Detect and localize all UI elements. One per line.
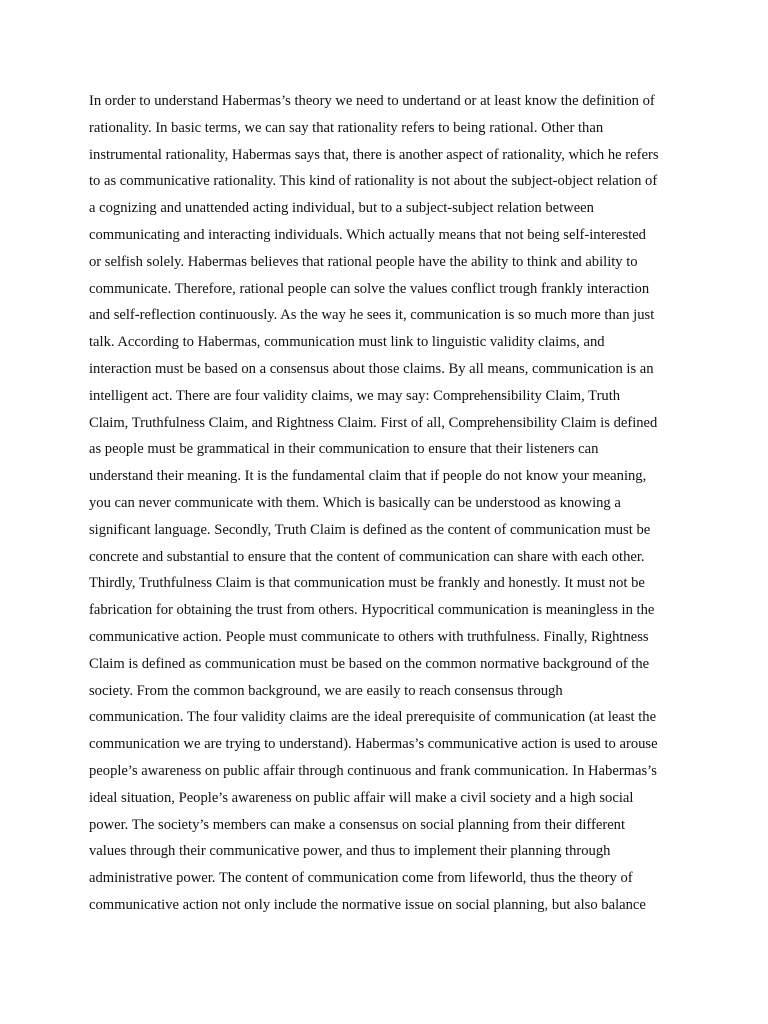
text-line: you can never communicate with them. Which is basically can be understood as knowing a [89, 494, 621, 511]
text-line: communication we are trying to understand). Habermas’s communicative action is used to arouse [89, 736, 658, 753]
text-line: to as communicative rationality. This kind of rationality is not about the subject-object relation of [89, 173, 658, 190]
text-line: communicate. Therefore, rational people can solve the values conflict trough frankly interaction [89, 280, 650, 297]
text-line: significant language. Secondly, Truth Claim is defined as the content of communication must be [89, 521, 651, 538]
text-line: Claim, Truthfulness Claim, and Rightness Claim. First of all, Comprehensibility Claim is defined [89, 414, 658, 431]
text-line: people’s awareness on public affair through continuous and frank communication. In Habermas’s [89, 762, 657, 779]
text-line: interaction must be based on a consensus about those claims. By all means, communication is an [89, 360, 654, 377]
text-line: rationality. In basic terms, we can say that rationality refers to being rational. Other than [89, 119, 604, 136]
text-line: communication. The four validity claims are the ideal prerequisite of communication (at least the [89, 709, 657, 726]
text-line: fabrication for obtaining the trust from others. Hypocritical communication is meaningless in the [89, 602, 655, 619]
text-line: or selfish solely. Habermas believes that rational people have the ability to think and ability to [89, 253, 638, 270]
text-line: administrative power. The content of communication come from lifeworld, thus the theory of [89, 870, 633, 887]
text-line: Claim is defined as communication must be based on the common normative background of the [89, 655, 650, 672]
text-line: instrumental rationality, Habermas says that, there is another aspect of rationality, which he refers [89, 146, 659, 163]
text-line: society. From the common background, we are easily to reach consensus through [89, 682, 563, 699]
body-paragraph [89, 88, 689, 919]
text-line: a cognizing and unattended acting individual, but to a subject-subject relation between [89, 200, 594, 217]
text-line: power. The society’s members can make a consensus on social planning from their different [89, 816, 626, 833]
text-line: talk. According to Habermas, communication must link to linguistic validity claims, and [89, 334, 605, 351]
text-line: as people must be grammatical in their communication to ensure that their listeners can [89, 441, 599, 458]
text-line: communicating and interacting individuals. Which actually means that not being self-interested [89, 226, 646, 243]
text-line: and self-reflection continuously. As the way he sees it, communication is so much more than just [89, 307, 655, 324]
text-line: Thirdly, Truthfulness Claim is that communication must be frankly and honestly. It must not be [89, 575, 645, 592]
text-line: concrete and substantial to ensure that the content of communication can share with each other. [89, 548, 645, 565]
text-line: values through their communicative power, and thus to implement their planning through [89, 843, 611, 860]
text-line: understand their meaning. It is the fundamental claim that if people do not know your meaning, [89, 468, 647, 485]
text-line: communicative action. People must communicate to others with truthfulness. Finally, Rightness [89, 628, 649, 645]
text-line: intelligent act. There are four validity claims, we may say: Comprehensibility Claim, Truth [89, 387, 621, 404]
text-line: communicative action not only include the normative issue on social planning, but also balance [89, 896, 646, 913]
text-line: ideal situation, People’s awareness on public affair will make a civil society and a high social [89, 789, 634, 806]
text-line: In order to understand Habermas’s theory we need to undertand or at least know the definition of [89, 93, 655, 109]
